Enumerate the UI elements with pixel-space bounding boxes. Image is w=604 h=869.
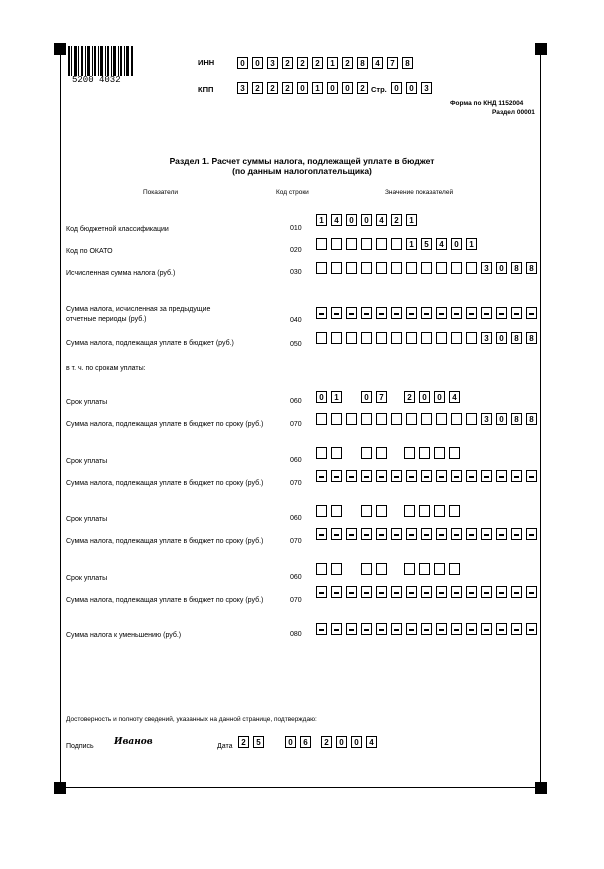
inn-digit-cell[interactable]: 1 [327, 57, 338, 69]
calc-tax-cell[interactable] [451, 262, 462, 274]
term-year-cell[interactable] [434, 447, 445, 459]
kpp-digit-cell[interactable]: 0 [342, 82, 353, 94]
term-month-cell[interactable] [376, 505, 387, 517]
term-month-cell[interactable] [361, 563, 372, 575]
payable-tax-cell[interactable]: 3 [481, 332, 492, 344]
term-day-cell[interactable] [331, 447, 342, 459]
term-amount-cell[interactable] [466, 470, 477, 482]
col-line-code: Код строки [276, 189, 309, 196]
payable-tax-cell[interactable]: 8 [526, 332, 537, 344]
calc-tax-cell[interactable] [316, 262, 327, 274]
kbk-digit-cell[interactable]: 4 [376, 214, 387, 226]
term-amount-cell[interactable] [391, 470, 402, 482]
term-year-cell[interactable] [434, 563, 445, 575]
payable-tax-cell[interactable] [466, 332, 477, 344]
prev-tax-cell[interactable] [391, 307, 402, 319]
kbk-digit-cell[interactable]: 2 [391, 214, 402, 226]
decrease-tax-cell[interactable] [481, 623, 492, 635]
decrease-tax-cell[interactable] [451, 623, 462, 635]
term-amount-cell[interactable] [346, 586, 357, 598]
term2-code: 060 [290, 457, 302, 464]
payable-tax-cell[interactable] [331, 332, 342, 344]
row040-label-2: отчетные периоды (руб.) [66, 316, 147, 323]
term-amount-cell[interactable] [481, 470, 492, 482]
term-amount-cell[interactable] [511, 470, 522, 482]
term-amount-cell[interactable] [346, 413, 357, 425]
payable-tax-cell[interactable] [316, 332, 327, 344]
inn-digit-cell[interactable]: 8 [402, 57, 413, 69]
prev-tax-cell[interactable] [316, 307, 327, 319]
term-amount-cell[interactable] [316, 586, 327, 598]
barcode-bars [66, 46, 136, 76]
okato-digit-cell[interactable] [391, 238, 402, 250]
row030-code: 030 [290, 269, 302, 276]
decrease-tax-cell[interactable] [511, 623, 522, 635]
term-month-cell[interactable] [361, 505, 372, 517]
corner-marker-tl [54, 43, 66, 55]
decrease-tax-cell[interactable] [391, 623, 402, 635]
prev-tax-cell[interactable] [346, 307, 357, 319]
term-year-cell[interactable] [449, 447, 460, 459]
payable-tax-cell[interactable] [436, 332, 447, 344]
prev-tax-cell[interactable] [406, 307, 417, 319]
term-amount-cell[interactable] [316, 413, 327, 425]
term-amount-cell[interactable] [361, 586, 372, 598]
term-amount-cell[interactable] [376, 470, 387, 482]
term-amount-cell[interactable]: 0 [496, 413, 507, 425]
term-year-cell[interactable] [419, 447, 430, 459]
row010-code: 010 [290, 225, 302, 232]
payable-tax-cell[interactable] [361, 332, 372, 344]
term-year-cell[interactable] [449, 505, 460, 517]
row080-label: Сумма налога к уменьшению (руб.) [66, 632, 182, 639]
prev-tax-cell[interactable] [526, 307, 537, 319]
inn-digit-cell[interactable]: 0 [237, 57, 248, 69]
date-year-cell[interactable]: 4 [366, 736, 377, 748]
term-amount-cell[interactable] [421, 586, 432, 598]
term-amount-cell[interactable] [511, 528, 522, 540]
term-amount-cell[interactable] [376, 586, 387, 598]
payable-tax-cell[interactable] [406, 332, 417, 344]
section-number: Раздел 00001 [492, 109, 535, 116]
page-digit-cell[interactable]: 0 [406, 82, 417, 94]
corner-marker-bl [54, 782, 66, 794]
term-amount-cell[interactable] [406, 586, 417, 598]
term-year-cell[interactable] [419, 563, 430, 575]
term-amount-cell[interactable] [496, 470, 507, 482]
payable-tax-cell[interactable] [421, 332, 432, 344]
amount2-label: Сумма налога, подлежащая уплате в бюджет по сроку (руб.) [66, 480, 264, 487]
inn-digit-cell[interactable]: 7 [387, 57, 398, 69]
kbk-digit-cell[interactable]: 0 [346, 214, 357, 226]
term-amount-cell[interactable] [421, 528, 432, 540]
term-amount-cell[interactable] [406, 470, 417, 482]
term-amount-cell[interactable] [436, 586, 447, 598]
calc-tax-cell[interactable] [346, 262, 357, 274]
term-amount-cell[interactable] [466, 413, 477, 425]
date-year-cell[interactable]: 0 [336, 736, 347, 748]
barcode [66, 46, 136, 84]
term-amount-cell[interactable] [526, 528, 537, 540]
page-digit-cell[interactable]: 0 [391, 82, 402, 94]
inn-digit-cell[interactable]: 3 [267, 57, 278, 69]
decrease-tax-cell[interactable] [421, 623, 432, 635]
term-amount-cell[interactable] [391, 586, 402, 598]
row040-code: 040 [290, 317, 302, 324]
decrease-tax-cell[interactable] [466, 623, 477, 635]
amount4-code: 070 [290, 597, 302, 604]
kpp-digit-cell[interactable]: 2 [357, 82, 368, 94]
term-amount-cell[interactable] [331, 470, 342, 482]
col-indicators: Показатели [143, 189, 178, 196]
term-month-cell[interactable]: 7 [376, 391, 387, 403]
term-amount-cell[interactable] [451, 528, 462, 540]
barcode-number: 5200 4032 [72, 75, 121, 85]
term-amount-cell[interactable] [346, 528, 357, 540]
amount3-label: Сумма налога, подлежащая уплате в бюджет по сроку (руб.) [66, 538, 264, 545]
okato-digit-cell[interactable]: 0 [451, 238, 462, 250]
date-month-cell[interactable]: 6 [300, 736, 311, 748]
prev-tax-cell[interactable] [511, 307, 522, 319]
amount1-label: Сумма налога, подлежащая уплате в бюджет по сроку (руб.) [66, 421, 264, 428]
okato-digit-cell[interactable] [376, 238, 387, 250]
inn-digit-cell[interactable]: 0 [252, 57, 263, 69]
term-amount-cell[interactable] [436, 413, 447, 425]
term-amount-cell[interactable] [466, 586, 477, 598]
term-amount-cell[interactable] [361, 470, 372, 482]
term-amount-cell[interactable] [406, 528, 417, 540]
okato-digit-cell[interactable] [346, 238, 357, 250]
term-amount-cell[interactable] [436, 470, 447, 482]
term-amount-cell[interactable] [526, 586, 537, 598]
term2-label: Срок уплаты [66, 458, 108, 465]
by-terms-label: в т. ч. по срокам уплаты: [66, 365, 146, 372]
kpp-digit-cell[interactable]: 2 [267, 82, 278, 94]
term-month-cell[interactable] [376, 447, 387, 459]
kbk-digit-cell[interactable]: 0 [361, 214, 372, 226]
term-amount-cell[interactable] [316, 528, 327, 540]
calc-tax-cell[interactable] [421, 262, 432, 274]
term-amount-cell[interactable] [331, 413, 342, 425]
calc-tax-cell[interactable]: 3 [481, 262, 492, 274]
term-amount-cell[interactable] [526, 470, 537, 482]
payable-tax-cell[interactable]: 0 [496, 332, 507, 344]
term-year-cell[interactable] [419, 505, 430, 517]
term-amount-cell[interactable] [496, 528, 507, 540]
calc-tax-cell[interactable] [466, 262, 477, 274]
term3-label: Срок уплаты [66, 516, 108, 523]
term-amount-cell[interactable] [391, 528, 402, 540]
term-amount-cell[interactable]: 3 [481, 413, 492, 425]
term-amount-cell[interactable] [406, 413, 417, 425]
prev-tax-cell[interactable] [466, 307, 477, 319]
amount1-code: 070 [290, 421, 302, 428]
inn-digit-cell[interactable]: 2 [312, 57, 323, 69]
term1-code: 060 [290, 398, 302, 405]
inn-digit-cell[interactable]: 2 [297, 57, 308, 69]
okato-digit-cell[interactable] [361, 238, 372, 250]
amount4-label: Сумма налога, подлежащая уплате в бюджет по сроку (руб.) [66, 597, 264, 604]
term-year-cell[interactable] [404, 505, 415, 517]
term-amount-cell[interactable] [481, 528, 492, 540]
payable-tax-cell[interactable] [376, 332, 387, 344]
kpp-label: КПП [198, 85, 214, 94]
confirm-text: Достоверность и полноту сведений, указанных на данной странице, подтверждаю: [66, 716, 317, 723]
decrease-tax-cell[interactable] [346, 623, 357, 635]
inn-label: ИНН [198, 58, 215, 67]
payable-tax-cell[interactable]: 8 [511, 332, 522, 344]
term-day-cell[interactable]: 1 [331, 391, 342, 403]
date-label: Дата [217, 743, 233, 750]
term3-code: 060 [290, 515, 302, 522]
payable-tax-cell[interactable] [346, 332, 357, 344]
decrease-tax-cell[interactable] [436, 623, 447, 635]
term-amount-cell[interactable] [451, 470, 462, 482]
prev-tax-cell[interactable] [376, 307, 387, 319]
term-amount-cell[interactable] [376, 528, 387, 540]
term-amount-cell[interactable] [316, 470, 327, 482]
calc-tax-cell[interactable] [376, 262, 387, 274]
page-digit-cell[interactable]: 3 [421, 82, 432, 94]
decrease-tax-cell[interactable] [316, 623, 327, 635]
row020-label: Код по ОКАТО [66, 248, 113, 255]
kpp-digit-cell[interactable]: 3 [237, 82, 248, 94]
term1-label: Срок уплаты [66, 399, 108, 406]
amount2-code: 070 [290, 480, 302, 487]
date-day-cell[interactable]: 5 [253, 736, 264, 748]
term-amount-cell[interactable] [496, 586, 507, 598]
row020-code: 020 [290, 247, 302, 254]
kpp-digit-cell[interactable]: 1 [312, 82, 323, 94]
term-amount-cell[interactable] [511, 586, 522, 598]
term-day-cell[interactable] [331, 563, 342, 575]
term-year-cell[interactable]: 2 [404, 391, 415, 403]
prev-tax-cell[interactable] [481, 307, 492, 319]
okato-digit-cell[interactable] [331, 238, 342, 250]
okato-digit-cell[interactable]: 5 [421, 238, 432, 250]
row050-label: Сумма налога, подлежащая уплате в бюджет (руб.) [66, 340, 234, 347]
payable-tax-cell[interactable] [391, 332, 402, 344]
term-year-cell[interactable]: 0 [419, 391, 430, 403]
calc-tax-cell[interactable] [361, 262, 372, 274]
okato-digit-cell[interactable] [316, 238, 327, 250]
payable-tax-cell[interactable] [451, 332, 462, 344]
term-day-cell[interactable] [316, 563, 327, 575]
calc-tax-cell[interactable]: 0 [496, 262, 507, 274]
signature-label: Подпись [66, 743, 94, 750]
frame-bottom [60, 787, 541, 788]
form-number: Форма по КНД 1152004 [450, 100, 524, 107]
section-title: Раздел 1. Расчет суммы налога, подлежащей уплате в бюджет [169, 156, 435, 166]
term-year-cell[interactable]: 0 [434, 391, 445, 403]
date-year-cell[interactable]: 2 [321, 736, 332, 748]
corner-marker-tr [535, 43, 547, 55]
amount3-code: 070 [290, 538, 302, 545]
term-day-cell[interactable] [331, 505, 342, 517]
term-month-cell[interactable] [376, 563, 387, 575]
term-amount-cell[interactable] [451, 586, 462, 598]
term-day-cell[interactable] [316, 505, 327, 517]
term-amount-cell[interactable] [466, 528, 477, 540]
kbk-digit-cell[interactable]: 1 [406, 214, 417, 226]
kpp-digit-cell[interactable]: 0 [297, 82, 308, 94]
decrease-tax-cell[interactable] [331, 623, 342, 635]
calc-tax-cell[interactable] [406, 262, 417, 274]
col-values: Значение показателей [385, 189, 454, 196]
prev-tax-cell[interactable] [421, 307, 432, 319]
kbk-digit-cell[interactable]: 4 [331, 214, 342, 226]
term-day-cell[interactable]: 0 [316, 391, 327, 403]
inn-digit-cell[interactable]: 2 [342, 57, 353, 69]
term-amount-cell[interactable] [361, 413, 372, 425]
term-month-cell[interactable] [361, 447, 372, 459]
inn-digit-cell[interactable]: 2 [282, 57, 293, 69]
calc-tax-cell[interactable]: 8 [526, 262, 537, 274]
term-amount-cell[interactable]: 8 [526, 413, 537, 425]
term-amount-cell[interactable] [436, 528, 447, 540]
term-amount-cell[interactable] [376, 413, 387, 425]
kpp-digit-cell[interactable]: 2 [282, 82, 293, 94]
row040-label-1: Сумма налога, исчисленная за предыдущие [66, 306, 211, 313]
prev-tax-cell[interactable] [496, 307, 507, 319]
term4-label: Срок уплаты [66, 575, 108, 582]
term-month-cell[interactable]: 0 [361, 391, 372, 403]
term-amount-cell[interactable] [331, 528, 342, 540]
okato-digit-cell[interactable]: 1 [466, 238, 477, 250]
inn-digit-cell[interactable]: 4 [372, 57, 383, 69]
okato-digit-cell[interactable]: 4 [436, 238, 447, 250]
term-day-cell[interactable] [316, 447, 327, 459]
okato-digit-cell[interactable]: 1 [406, 238, 417, 250]
decrease-tax-cell[interactable] [361, 623, 372, 635]
term-amount-cell[interactable] [346, 470, 357, 482]
calc-tax-cell[interactable] [331, 262, 342, 274]
term-year-cell[interactable]: 4 [449, 391, 460, 403]
term4-code: 060 [290, 574, 302, 581]
term-amount-cell[interactable] [421, 470, 432, 482]
term-year-cell[interactable] [404, 563, 415, 575]
prev-tax-cell[interactable] [451, 307, 462, 319]
decrease-tax-cell[interactable] [406, 623, 417, 635]
term-amount-cell[interactable]: 8 [511, 413, 522, 425]
term-amount-cell[interactable] [421, 413, 432, 425]
section-subtitle: (по данным налогоплательщика) [232, 166, 372, 176]
decrease-tax-cell[interactable] [526, 623, 537, 635]
inn-digit-cell[interactable]: 8 [357, 57, 368, 69]
term-amount-cell[interactable] [481, 586, 492, 598]
row030-label: Исчисленная сумма налога (руб.) [66, 270, 176, 277]
term-year-cell[interactable] [404, 447, 415, 459]
row050-code: 050 [290, 341, 302, 348]
term-amount-cell[interactable] [361, 528, 372, 540]
prev-tax-cell[interactable] [331, 307, 342, 319]
date-month-cell[interactable]: 0 [285, 736, 296, 748]
signature: Иванов [114, 737, 153, 747]
date-year-cell[interactable]: 0 [351, 736, 362, 748]
kpp-digit-cell[interactable]: 0 [327, 82, 338, 94]
date-day-cell[interactable]: 2 [238, 736, 249, 748]
term-year-cell[interactable] [449, 563, 460, 575]
term-amount-cell[interactable] [451, 413, 462, 425]
row010-label: Код бюджетной классификации [66, 226, 169, 233]
term-amount-cell[interactable] [391, 413, 402, 425]
kpp-digit-cell[interactable]: 2 [252, 82, 263, 94]
decrease-tax-cell[interactable] [376, 623, 387, 635]
term-amount-cell[interactable] [331, 586, 342, 598]
calc-tax-cell[interactable] [391, 262, 402, 274]
prev-tax-cell[interactable] [436, 307, 447, 319]
corner-marker-br [535, 782, 547, 794]
calc-tax-cell[interactable]: 8 [511, 262, 522, 274]
decrease-tax-cell[interactable] [496, 623, 507, 635]
row080-code: 080 [290, 631, 302, 638]
kbk-digit-cell[interactable]: 1 [316, 214, 327, 226]
term-year-cell[interactable] [434, 505, 445, 517]
prev-tax-cell[interactable] [361, 307, 372, 319]
page-label: Стр. [371, 85, 387, 94]
calc-tax-cell[interactable] [436, 262, 447, 274]
